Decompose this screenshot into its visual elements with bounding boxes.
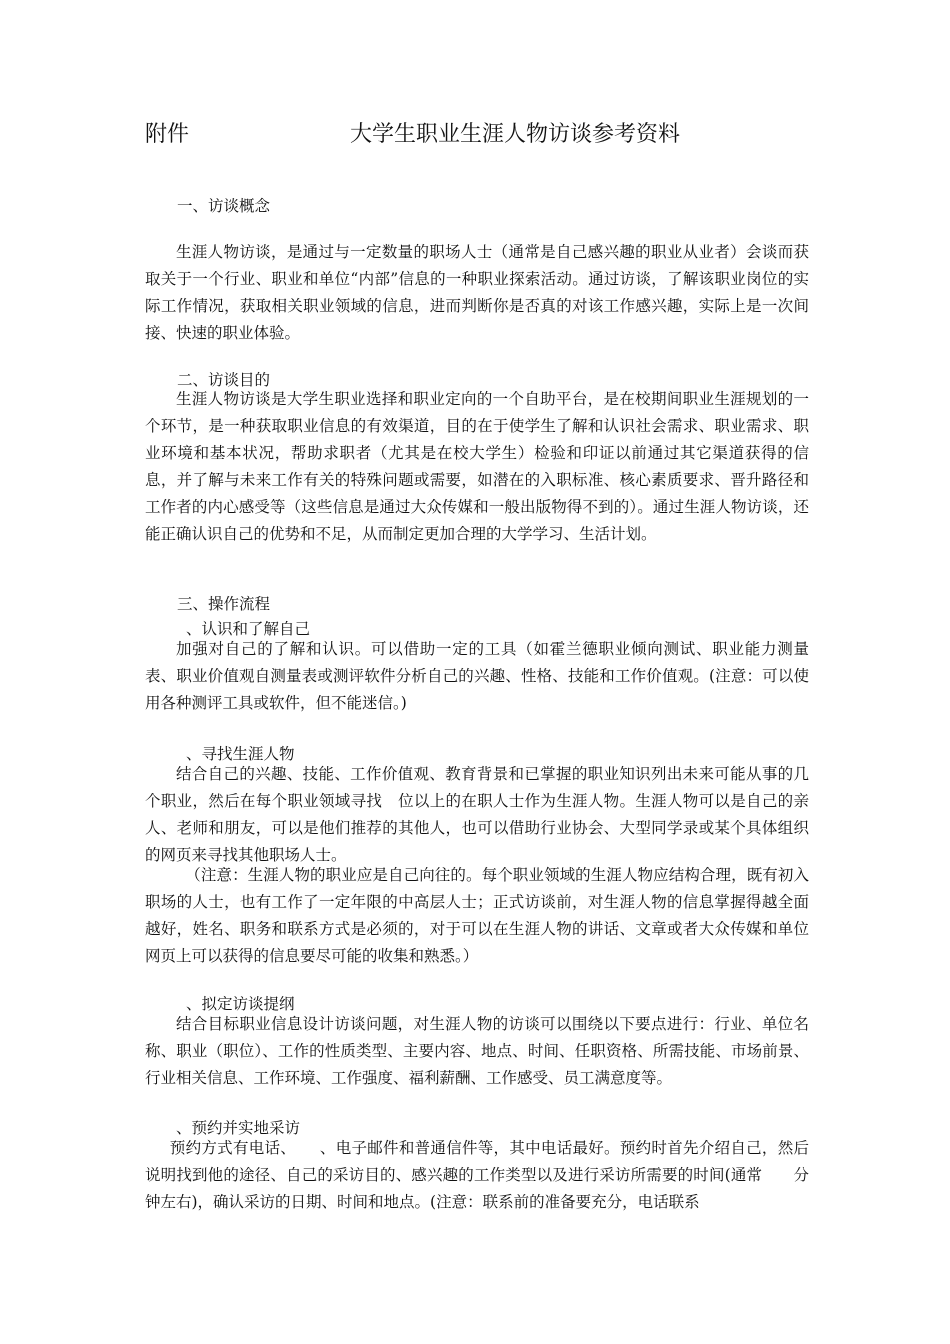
step-1-heading: 、认识和了解自己 [186, 620, 311, 638]
section-2-paragraph: 生涯人物访谈是大学生职业选择和职业定向的一个自助平台，是在校期间职业生涯规划的一个环节，是一种获取职业信息的有效渠道，目的在于使学生了解和认识社会需求、职业需求、职业环境和基本状况，帮助求职者（尤其是在校大学生）检验和印证以前通过其它渠道获得的信息，并了解与未来工作有关的特殊问题或需要，如潜在的入职标准、核心素质要求、晋升路径和工作者的内心感受等（这些信息是通过大众传媒和一般出版物得不到的）。通过生涯人物访谈，还能正确认识自己的优势和不足，从而制定更加合理的大学学习、生活计划。 [145, 390, 809, 543]
step-3-heading: 、拟定访谈提纲 [186, 995, 295, 1013]
step-3-paragraph: 结合目标职业信息设计访谈问题，对生涯人物的访谈可以围绕以下要点进行：行业、单位名称、职业（职位）、工作的性质类型、主要内容、地点、时间、任职资格、所需技能、市场前景、行业相关信息、工作环境、工作强度、福利薪酬、工作感受、员工满意度等。 [145, 1015, 809, 1087]
section-2-heading: 二、访谈目的 [177, 371, 271, 389]
section-1-paragraph: 生涯人物访谈，是通过与一定数量的职场人士（通常是自己感兴趣的职业从业者）会谈而获取关于一个行业、职业和单位“内部”信息的一种职业探索活动。通过访谈，了解该职业岗位的实际工作情况，获取相关职业领域的信息，进而判断你是否真的对该工作感兴趣，实际上是一次间接、快速的职业体验。 [145, 243, 809, 342]
step-1-paragraph: 加强对自己的了解和认识。可以借助一定的工具（如霍兰德职业倾向测试、职业能力测量表、职业价值观自测量表或测评软件分析自己的兴趣、性格、技能和工作价值观。(注意：可以使用各种测评工具或软件，但不能迷信。) [145, 640, 809, 712]
step-4-paragraph: 预约方式有电话、 、电子邮件和普通信件等，其中电话最好。预约时首先介绍自己，然后说明找到他的途径、自己的采访目的、感兴趣的工作类型以及进行采访所需要的时间(通常 分钟左右)，确认采访的日期、时间和地点。(注意：联系前的准备要充分，电话联系 [145, 1139, 809, 1211]
section-1-heading: 一、访谈概念 [177, 197, 271, 215]
step-2-note: （注意：生涯人物的职业应是自己向往的。每个职业领域的生涯人物应结构合理，既有初入职场的人士，也有工作了一定年限的中高层人士；正式访谈前，对生涯人物的信息掌握得越全面越好，姓名、职务和联系方式是必须的，对于可以在生涯人物的讲话、文章或者大众传媒和单位网页上可以获得的信息要尽可能的收集和熟悉。） [145, 866, 809, 965]
step-2-heading: 、寻找生涯人物 [186, 745, 295, 763]
step-4-heading: 、预约并实地采访 [176, 1119, 301, 1137]
attachment-label: 附件 [145, 122, 190, 147]
document-title: 大学生职业生涯人物访谈参考资料 [350, 122, 681, 147]
section-3-heading: 三、操作流程 [177, 595, 271, 613]
step-2-paragraph: 结合自己的兴趣、技能、工作价值观、教育背景和已掌握的职业知识列出未来可能从事的几个职业，然后在每个职业领域寻找 位以上的在职人士作为生涯人物。生涯人物可以是自己的亲人、老师和朋友，可以是他们推荐的其他人，也可以借助行业协会、大型同学录或某个具体组织的网页来寻找其他职场人士。 [145, 765, 809, 864]
